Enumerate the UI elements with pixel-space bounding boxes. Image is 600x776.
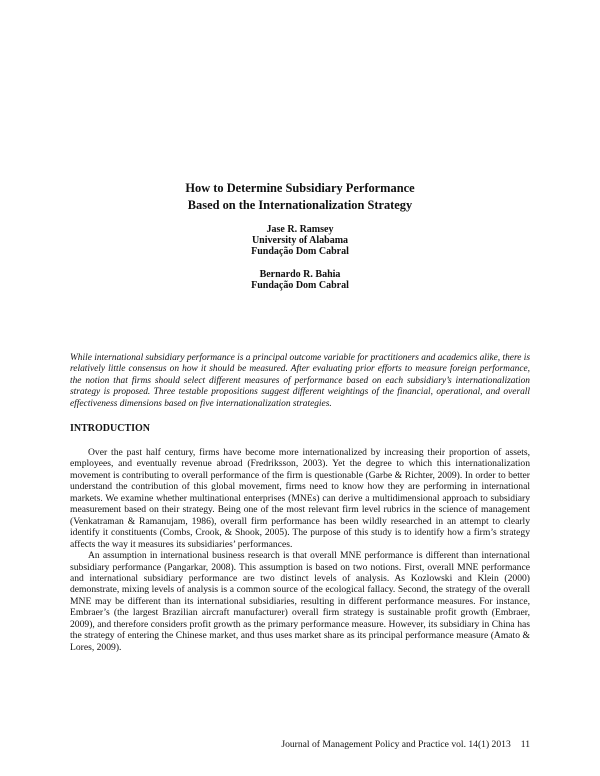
paragraph: An assumption in international business research is that overall MNE performance is different than international subsidiary performance (Pangarkar, 2008). This assumption is based on two notions. First, overall MNE performance and international subsidiary performance are two distinct levels of analysis. As Kozlowski and Klein (2000) demonstrate, mixing levels of analysis is a common source of the ecological fallacy. Second, the strategy of the overall MNE may be different than its international subsidiaries, resulting in different performance measures. For instance, Embraer’s (the largest Brazilian aircraft manufacturer) overall firm strategy is sustainable profit growth (Embraer, 2009), and therefore considers profit growth as the primary performance measure. However, its subsidiary in China has the strategy of entering the Chinese market, and thus uses market share as its principal performance measure (Amato & Lores, 2009).: [70, 550, 530, 653]
title-line-2: Based on the Internationalization Strategy: [187, 198, 413, 212]
abstract: While international subsidiary performance is a principal outcome variable for practitioners and academics alike, there is relatively little consensus on how it should be measured. After evaluating prior efforts to measure foreign performance, the notion that firms should select different measures of performance based on each subsidiary’s internationalization strategy is proposed. Three testable propositions suggest different weightings of the financial, operational, and overall effectiveness dimensions based on five internationalization strategies.: [70, 353, 531, 409]
author-affiliation: University of Alabama: [251, 235, 349, 247]
author-affiliation: Fundação Dom Cabral: [251, 246, 349, 258]
journal-citation: Journal of Management Policy and Practice vol. 14(1) 2013: [281, 739, 511, 750]
title-line-1: How to Determine Subsidiary Performance: [185, 181, 415, 195]
author-block: [70, 224, 530, 291]
paragraph: Over the past half century, firms have become more internationalized by increasing their proportion of assets, employees, and eventually revenue abroad (Fredriksson, 2003). Yet the degree to which this internationalization movement is contributing to overall performance of the firm is questionable (Garbe & Richter, 2009). In order to better understand the contribution of this global movement, firms need to know how they are performing in international markets. We examine whether multinational enterprises (MNEs) can derive a multidimensional approach to subsidiary measurement based on their strategy. Being one of the most relevant firm level rubrics in the science of management (Venkatraman & Ramanujam, 1986), overall firm performance has been wildly researched in an attempt to clearly identify it constituents (Combs, Crook, & Shook, 2005). The purpose of this study is to identify how a firm’s strategy affects the way it measures its subsidiaries’ performances.: [70, 447, 530, 550]
page-number: 11: [520, 739, 530, 750]
body-text: [70, 447, 530, 653]
section-heading: INTRODUCTION: [70, 423, 151, 434]
author-name: Bernardo R. Bahia: [259, 268, 341, 280]
page-footer: [281, 739, 530, 751]
author-affiliation: Fundação Dom Cabral: [251, 279, 349, 291]
author-name: Jase R. Ramsey: [266, 224, 334, 235]
author-spacer: [70, 258, 530, 269]
paper-title: [70, 180, 530, 214]
